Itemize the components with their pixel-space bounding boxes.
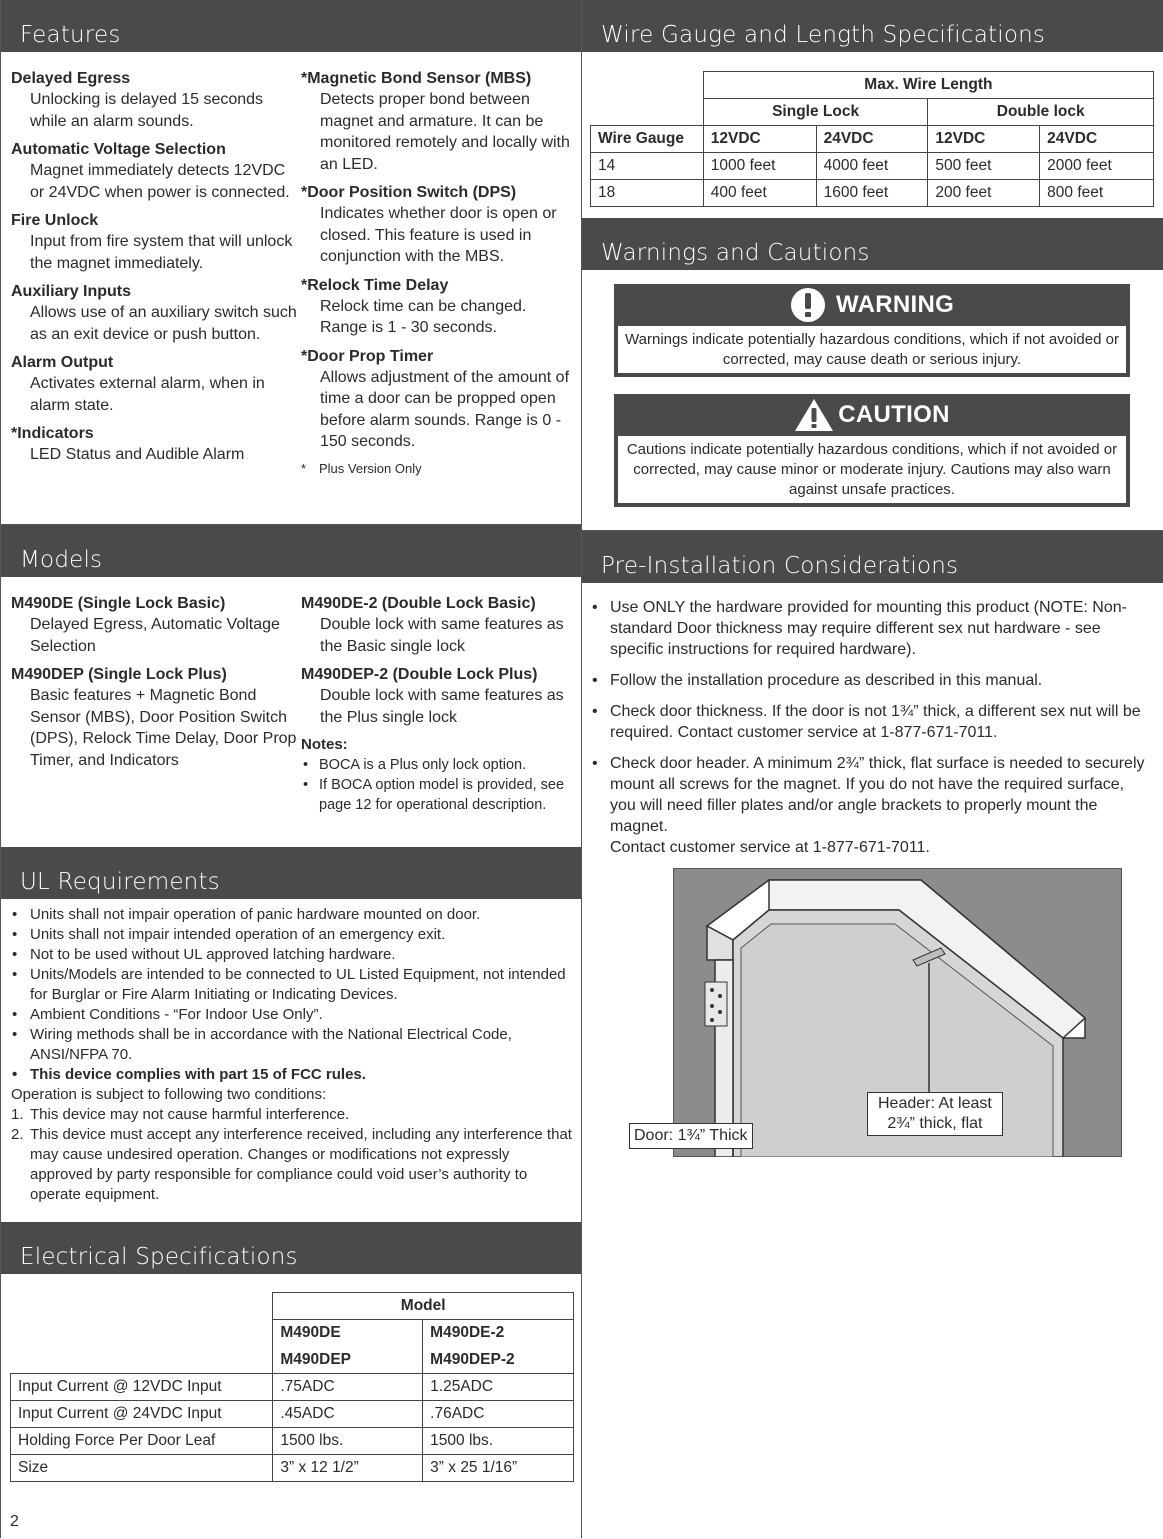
feature-desc: Allows use of an auxiliary switch such as an exit device or push button. [30,304,297,343]
ul-item: • Units shall not impair operation of panic hardware mounted on door. [11,905,574,925]
feature-title: *Door Prop Timer [301,347,434,365]
preinstall-text: Use ONLY the hardware provided for mounting this product (NOTE: Non-standard Door thickness may require different sex nut hardware - see specific instructions for required hardware). [610,599,1127,658]
table-cell: 14 [591,153,704,180]
table-cell: Holding Force Per Door Leaf [11,1428,273,1455]
feature-title: M490DEP (Single Lock Plus) [11,666,227,683]
table-cell: 800 feet [1040,180,1154,207]
feature-title: M490DE (Single Lock Basic) [11,595,226,612]
feature-item [11,68,301,132]
page-number: 2 [10,1513,19,1530]
table-row [591,153,1154,180]
caution-triangle-icon [794,398,834,432]
table-cell: 4000 feet [816,153,928,180]
wire-table [590,71,1154,207]
preinstall-text: Follow the installation procedure as described in this manual. [610,672,1043,689]
warning-exclamation-icon [790,287,830,323]
electrical-table [10,1292,574,1482]
models-left-list [11,593,301,815]
wire-section [582,0,1163,218]
table-cell: 18 [591,180,704,207]
feature-desc: Double lock with same features as the Plus single lock [320,687,564,726]
caution-box [614,394,1130,507]
feature-title: Auxiliary Inputs [11,283,132,300]
table-cell: 1500 lbs. [273,1428,423,1455]
door-header-illustration [634,868,1122,1157]
table-row [591,180,1154,207]
feature-item [11,423,301,466]
wire-header: Wire Gauge and Length Specifications [582,0,1163,52]
single-lock-header: Single Lock [703,99,928,126]
warning-text: Warnings indicate potentially hazardous conditions, which if not avoided or corrected, may cause death or serious injury. [618,326,1126,373]
feature-desc: Relock time can be changed. Range is 1 - 30 seconds. [320,297,527,336]
electrical-section [1,1222,582,1538]
feature-desc: Basic features + Magnetic Bond Sensor (MBS), Door Position Switch (DPS), Relock Time Delay, Door Prop Timer, and Indicators [30,687,297,769]
header-callout-line2: 2¾” thick, flat [887,1115,983,1132]
caution-heading [614,394,1130,436]
notes-title: Notes: [301,736,348,753]
warning-heading [614,284,1130,326]
ul-item-number: 2. [11,1126,24,1143]
feature-desc: Allows adjustment of the amount of time a door can be propped open before alarm sounds. Range is 0 - 150 seconds. [320,368,570,450]
features-left-list [11,68,301,478]
table-row [11,1455,574,1482]
caution-text: Cautions indicate potentially hazardous conditions, which if not avoided or corrected, may cause minor or moderate injury. Cautions may also warn against unsafe practices. [618,436,1126,503]
feature-title: Automatic Voltage Selection [11,141,226,158]
warning-label: WARNING [835,291,955,318]
feature-item [301,68,574,175]
volt-header: 24VDC [816,126,928,153]
ul-item: • Wiring methods shall be in accordance with the National Electrical Code, ANSI/NFPA 70. [11,1025,574,1065]
table-cell: .75ADC [273,1374,423,1401]
feature-item [11,139,301,203]
feature-item [11,352,301,416]
note-item: • If BOCA option model is provided, see page 12 for operational description. [301,775,574,815]
preinstall-item [590,597,1153,660]
table-cell: Size [11,1455,273,1482]
table-cell: 2000 feet [1040,153,1154,180]
models-section [1,524,582,848]
ul-item: • Ambient Conditions - “For Indoor Use Only”. [11,1005,574,1025]
features-right-list [301,68,574,478]
feature-desc: LED Status and Audible Alarm [30,446,245,463]
feature-title: Alarm Output [11,354,114,371]
table-cell: 200 feet [928,180,1040,207]
models-header: Models [1,525,582,577]
model-col2-line1: M490DE-2 [423,1320,574,1347]
feature-item [301,182,574,268]
volt-header: 12VDC [703,126,816,153]
table-cell: .45ADC [273,1401,423,1428]
header-callout [867,1092,1003,1136]
preinstall-item [590,701,1153,743]
preinstall-header: Pre-Installation Considerations [582,531,1163,583]
feature-desc: Delayed Egress, Automatic Voltage Selection [30,616,280,655]
feature-title: Delayed Egress [11,70,131,87]
table-cell: 400 feet [703,180,816,207]
preinstall-section [582,530,1163,1539]
feature-item [11,281,301,345]
feature-item [11,664,301,771]
table-cell: Input Current @ 24VDC Input [11,1401,273,1428]
preinstall-item [590,753,1153,858]
feature-item [301,593,574,657]
table-row [11,1374,574,1401]
preinstall-list [582,583,1163,858]
warnings-section [582,218,1163,530]
double-lock-header: Double lock [928,99,1154,126]
feature-title: M490DEP-2 (Double Lock Plus) [301,666,538,683]
wire-gauge-header: Wire Gauge [591,126,704,153]
ul-item: • This device complies with part 15 of FCC rules. [11,1065,574,1085]
electrical-header: Electrical Specifications [1,1222,582,1274]
feature-item [301,275,574,339]
features-header: Features [1,0,582,52]
features-section [1,0,582,524]
feature-item [301,664,574,728]
feature-desc: Unlocking is delayed 15 seconds while an alarm sounds. [30,91,264,130]
preinstall-text: Check door thickness. If the door is not 1¾” thick, a different sex nut will be required. Contact customer service at 1-877-671-7011. [610,703,1141,741]
ul-item-number: 1. [11,1106,24,1123]
footnote [301,460,574,478]
table-cell: 1.25ADC [423,1374,574,1401]
feature-item [301,346,574,453]
feature-title: *Magnetic Bond Sensor (MBS) [301,70,532,87]
feature-title: *Door Position Switch (DPS) [301,184,517,201]
feature-title: M490DE-2 (Double Lock Basic) [301,595,536,612]
feature-desc: Input from fire system that will unlock the magnet immediately. [30,233,293,272]
caution-label: CAUTION [838,401,950,428]
ul-item-text: This device may not cause harmful interference. [30,1106,350,1123]
door-thickness-callout [629,1123,753,1149]
feature-title: *Relock Time Delay [301,276,449,294]
feature-desc: Indicates whether door is open or closed. This feature is used in conjunction with the MBS. [320,205,557,265]
footnote-text: Plus Version Only [319,460,422,476]
ul-header: UL Requirements [1,847,582,899]
feature-title: *Indicators [11,425,94,442]
notes-list [301,755,574,815]
feature-desc: Detects proper bond between magnet and armature. It can be monitored remotely and locally with an LED. [320,91,570,173]
table-cell: .76ADC [423,1401,574,1428]
feature-item [11,593,301,657]
warning-box [614,284,1130,377]
feature-title: Fire Unlock [11,212,99,229]
model-col1-line2: M490DEP [273,1347,423,1374]
max-wire-length-header: Max. Wire Length [703,72,1153,99]
ul-requirements-list [1,899,582,1205]
preinstall-text: Check door header. A minimum 2¾” thick, flat surface is needed to securely mount all screws for the magnet. If you do not have the required surface, you will need filler plates and/or angle brackets to properly mount the magnet. [610,755,1145,835]
ul-numbered-item [11,1105,574,1125]
models-right-list [301,593,574,815]
header-callout-line1: Header: At least [878,1095,992,1112]
footnote-mark: * [301,460,307,476]
table-cell: 1000 feet [703,153,816,180]
table-row [11,1401,574,1428]
ul-item: • Units shall not impair intended operation of an emergency exit. [11,925,574,945]
table-cell: 1600 feet [816,180,928,207]
volt-header: 24VDC [1040,126,1154,153]
table-cell: 1500 lbs. [423,1428,574,1455]
model-col2-line2: M490DEP-2 [423,1347,574,1374]
feature-desc: Double lock with same features as the Basic single lock [320,616,564,655]
note-item: • BOCA is a Plus only lock option. [301,755,574,775]
model-header: Model [273,1293,574,1320]
ul-item: • Units/Models are intended to be connected to UL Listed Equipment, not intended for Burglar or Fire Alarm Initiating or Indicating Devices. [11,965,574,1005]
model-col1-line1: M490DE [273,1320,423,1347]
table-cell: 3” x 12 1/2” [273,1455,423,1482]
ul-item: Operation is subject to following two conditions: [11,1086,327,1103]
table-row [11,1428,574,1455]
volt-header: 12VDC [928,126,1040,153]
preinstall-contact: Contact customer service at 1-877-671-7011. [610,839,930,856]
warnings-header: Warnings and Cautions [582,218,1163,270]
ul-section [1,847,582,1222]
table-cell: Input Current @ 12VDC Input [11,1374,273,1401]
ul-numbered-item [11,1125,574,1205]
preinstall-item [590,670,1153,691]
table-cell: 3” x 25 1/16” [423,1455,574,1482]
right-column [581,0,1163,1538]
ul-item: • Not to be used without UL approved latching hardware. [11,945,574,965]
feature-desc: Activates external alarm, when in alarm state. [30,375,265,414]
feature-item [11,210,301,274]
door-callout-text: Door: 1¾” Thick [634,1127,748,1144]
table-cell: 500 feet [928,153,1040,180]
feature-desc: Magnet immediately detects 12VDC or 24VDC when power is connected. [30,162,290,201]
ul-item-text: This device must accept any interference received, including any interference that may cause undesired operation. Changes or modifications not expressly approved by party responsible for compliance could void user’s authority to operate equipment. [30,1126,572,1203]
